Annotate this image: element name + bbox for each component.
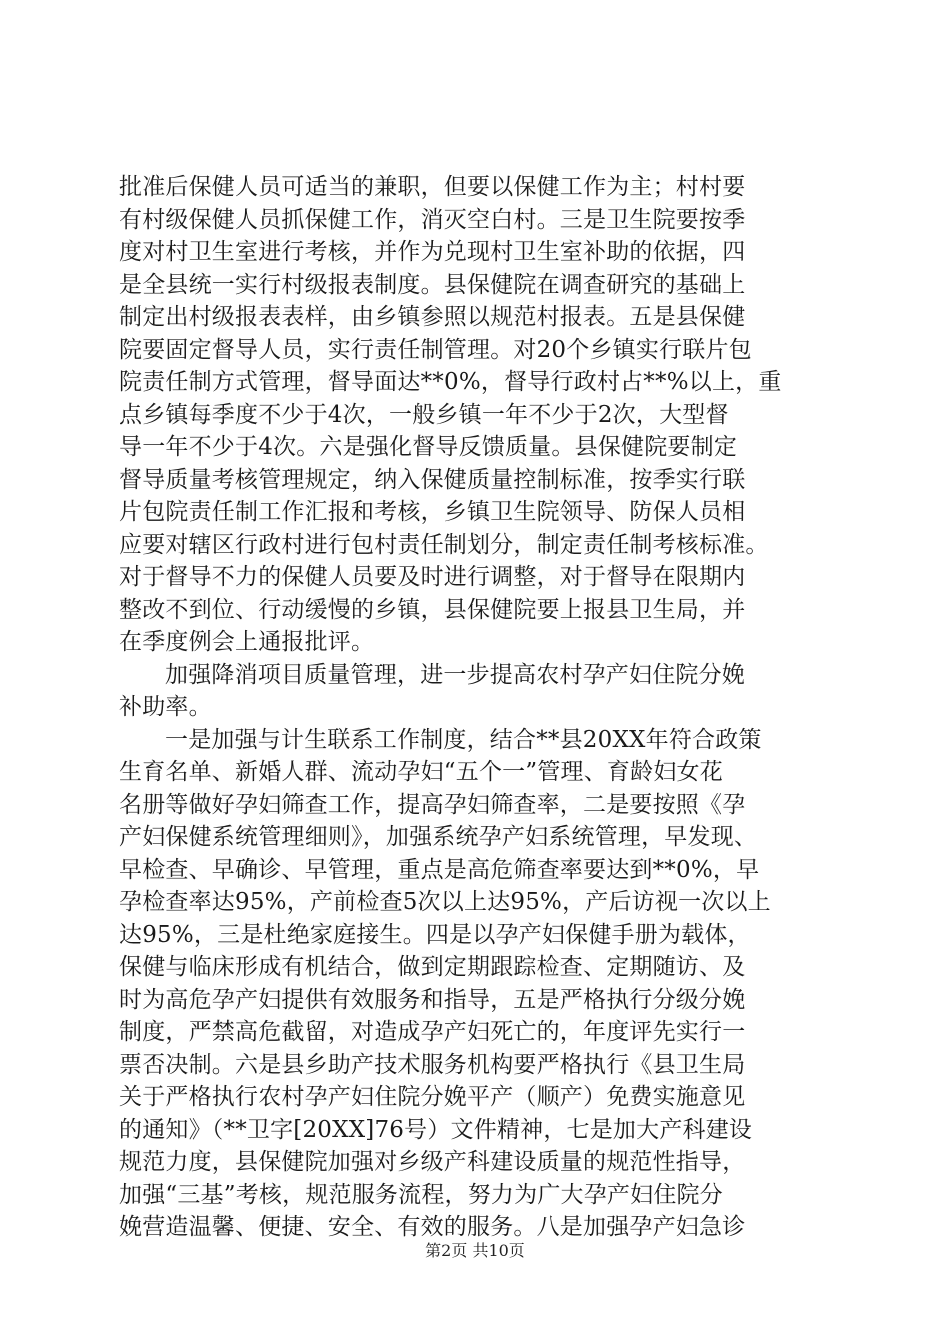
text-line: 票否决制。六是县乡助产技术服务机构要严格执行《县卫生局 [119, 1051, 746, 1078]
text-line: 制定出村级报表表样，由乡镇参照以规范村报表。五是县保健 [119, 304, 746, 330]
text-line: 对于督导不力的保健人员要及时进行调整，对于督导在限期内 [119, 564, 746, 590]
text-line: 整改不到位、行动缓慢的乡镇，县保健院要上报县卫生局，并 [119, 596, 746, 623]
text-line: 批准后保健人员可适当的兼职，但要以保健工作为主；村村要 [119, 174, 746, 200]
text-line: 的通知》（**卫字[20XX]76号）文件精神，七是加大产科建设 [119, 1116, 753, 1143]
text-line: 是全县统一实行村级报表制度。县保健院在调查研究的基础上 [119, 271, 746, 298]
page-footer: 第2页 共10页 [425, 1241, 525, 1260]
text-line: 导一年不少于4次。六是强化督导反馈质量。县保健院要制定 [119, 434, 738, 460]
text-line: 早检查、早确诊、早管理，重点是高危筛查率要达到**0%，早 [119, 856, 760, 883]
text-line: 保健与临床形成有机结合，做到定期跟踪检查、定期随访、及 [119, 954, 746, 980]
text-line: 达95%，三是杜绝家庭接生。四是以孕产妇保健手册为载体， [119, 921, 751, 948]
paragraph [119, 659, 839, 724]
text-line: 制度，严禁高危截留，对造成孕产妇死亡的，年度评先实行一 [119, 1019, 746, 1045]
text-line: 孕检查率达95%，产前检查5次以上达95%，产后访视一次以上 [119, 889, 771, 915]
text-line: 规范力度，县保健院加强对乡级产科建设质量的规范性指导， [119, 1149, 746, 1175]
text-line: 院责任制方式管理，督导面达**0%，督导行政村占**%以上，重 [119, 369, 782, 395]
text-line: 关于严格执行农村孕产妇住院分娩平产（顺产）免费实施意见 [119, 1084, 746, 1110]
text-line: 有村级保健人员抓保健工作，消灭空白村。三是卫生院要按季 [119, 206, 746, 233]
text-line: 督导质量考核管理规定，纳入保健质量控制标准，按季实行联 [119, 466, 746, 493]
text-line: 补助率。 [119, 694, 212, 720]
text-line: 加强“三基”考核，规范服务流程，努力为广大孕产妇住院分 [119, 1181, 723, 1208]
text-line: 一是加强与计生联系工作制度，结合**县20XX年符合政策 [165, 726, 762, 753]
text-line: 片包院责任制工作汇报和考核，乡镇卫生院领导、防保人员相 [119, 499, 746, 525]
text-line: 名册等做好孕妇筛查工作，提高孕妇筛查率，二是要按照《孕 [119, 791, 746, 818]
text-line: 加强降消项目质量管理，进一步提高农村孕产妇住院分娩 [165, 661, 745, 688]
text-line: 产妇保健系统管理细则》，加强系统孕产妇系统管理，早发现、 [119, 824, 758, 850]
document-body [119, 171, 839, 1244]
text-line: 度对村卫生室进行考核，并作为兑现村卫生室补助的依据，四 [119, 239, 746, 265]
paragraph [119, 171, 839, 659]
paragraph [119, 724, 839, 1244]
text-line: 在季度例会上通报批评。 [119, 629, 375, 655]
text-line: 时为高危孕产妇提供有效服务和指导，五是严格执行分级分娩 [119, 986, 746, 1013]
text-line: 生育名单、新婚人群、流动孕妇“五个一”管理、育龄妇女花 [119, 759, 723, 785]
text-line: 娩营造温馨、便捷、安全、有效的服务。八是加强孕产妇急诊 [119, 1214, 746, 1240]
text-line: 应要对辖区行政村进行包村责任制划分，制定责任制考核标准。 [119, 531, 769, 558]
text-line: 院要固定督导人员，实行责任制管理。对20个乡镇实行联片包 [119, 336, 752, 363]
text-line: 点乡镇每季度不少于4次，一般乡镇一年不少于2次，大型督 [119, 401, 729, 428]
